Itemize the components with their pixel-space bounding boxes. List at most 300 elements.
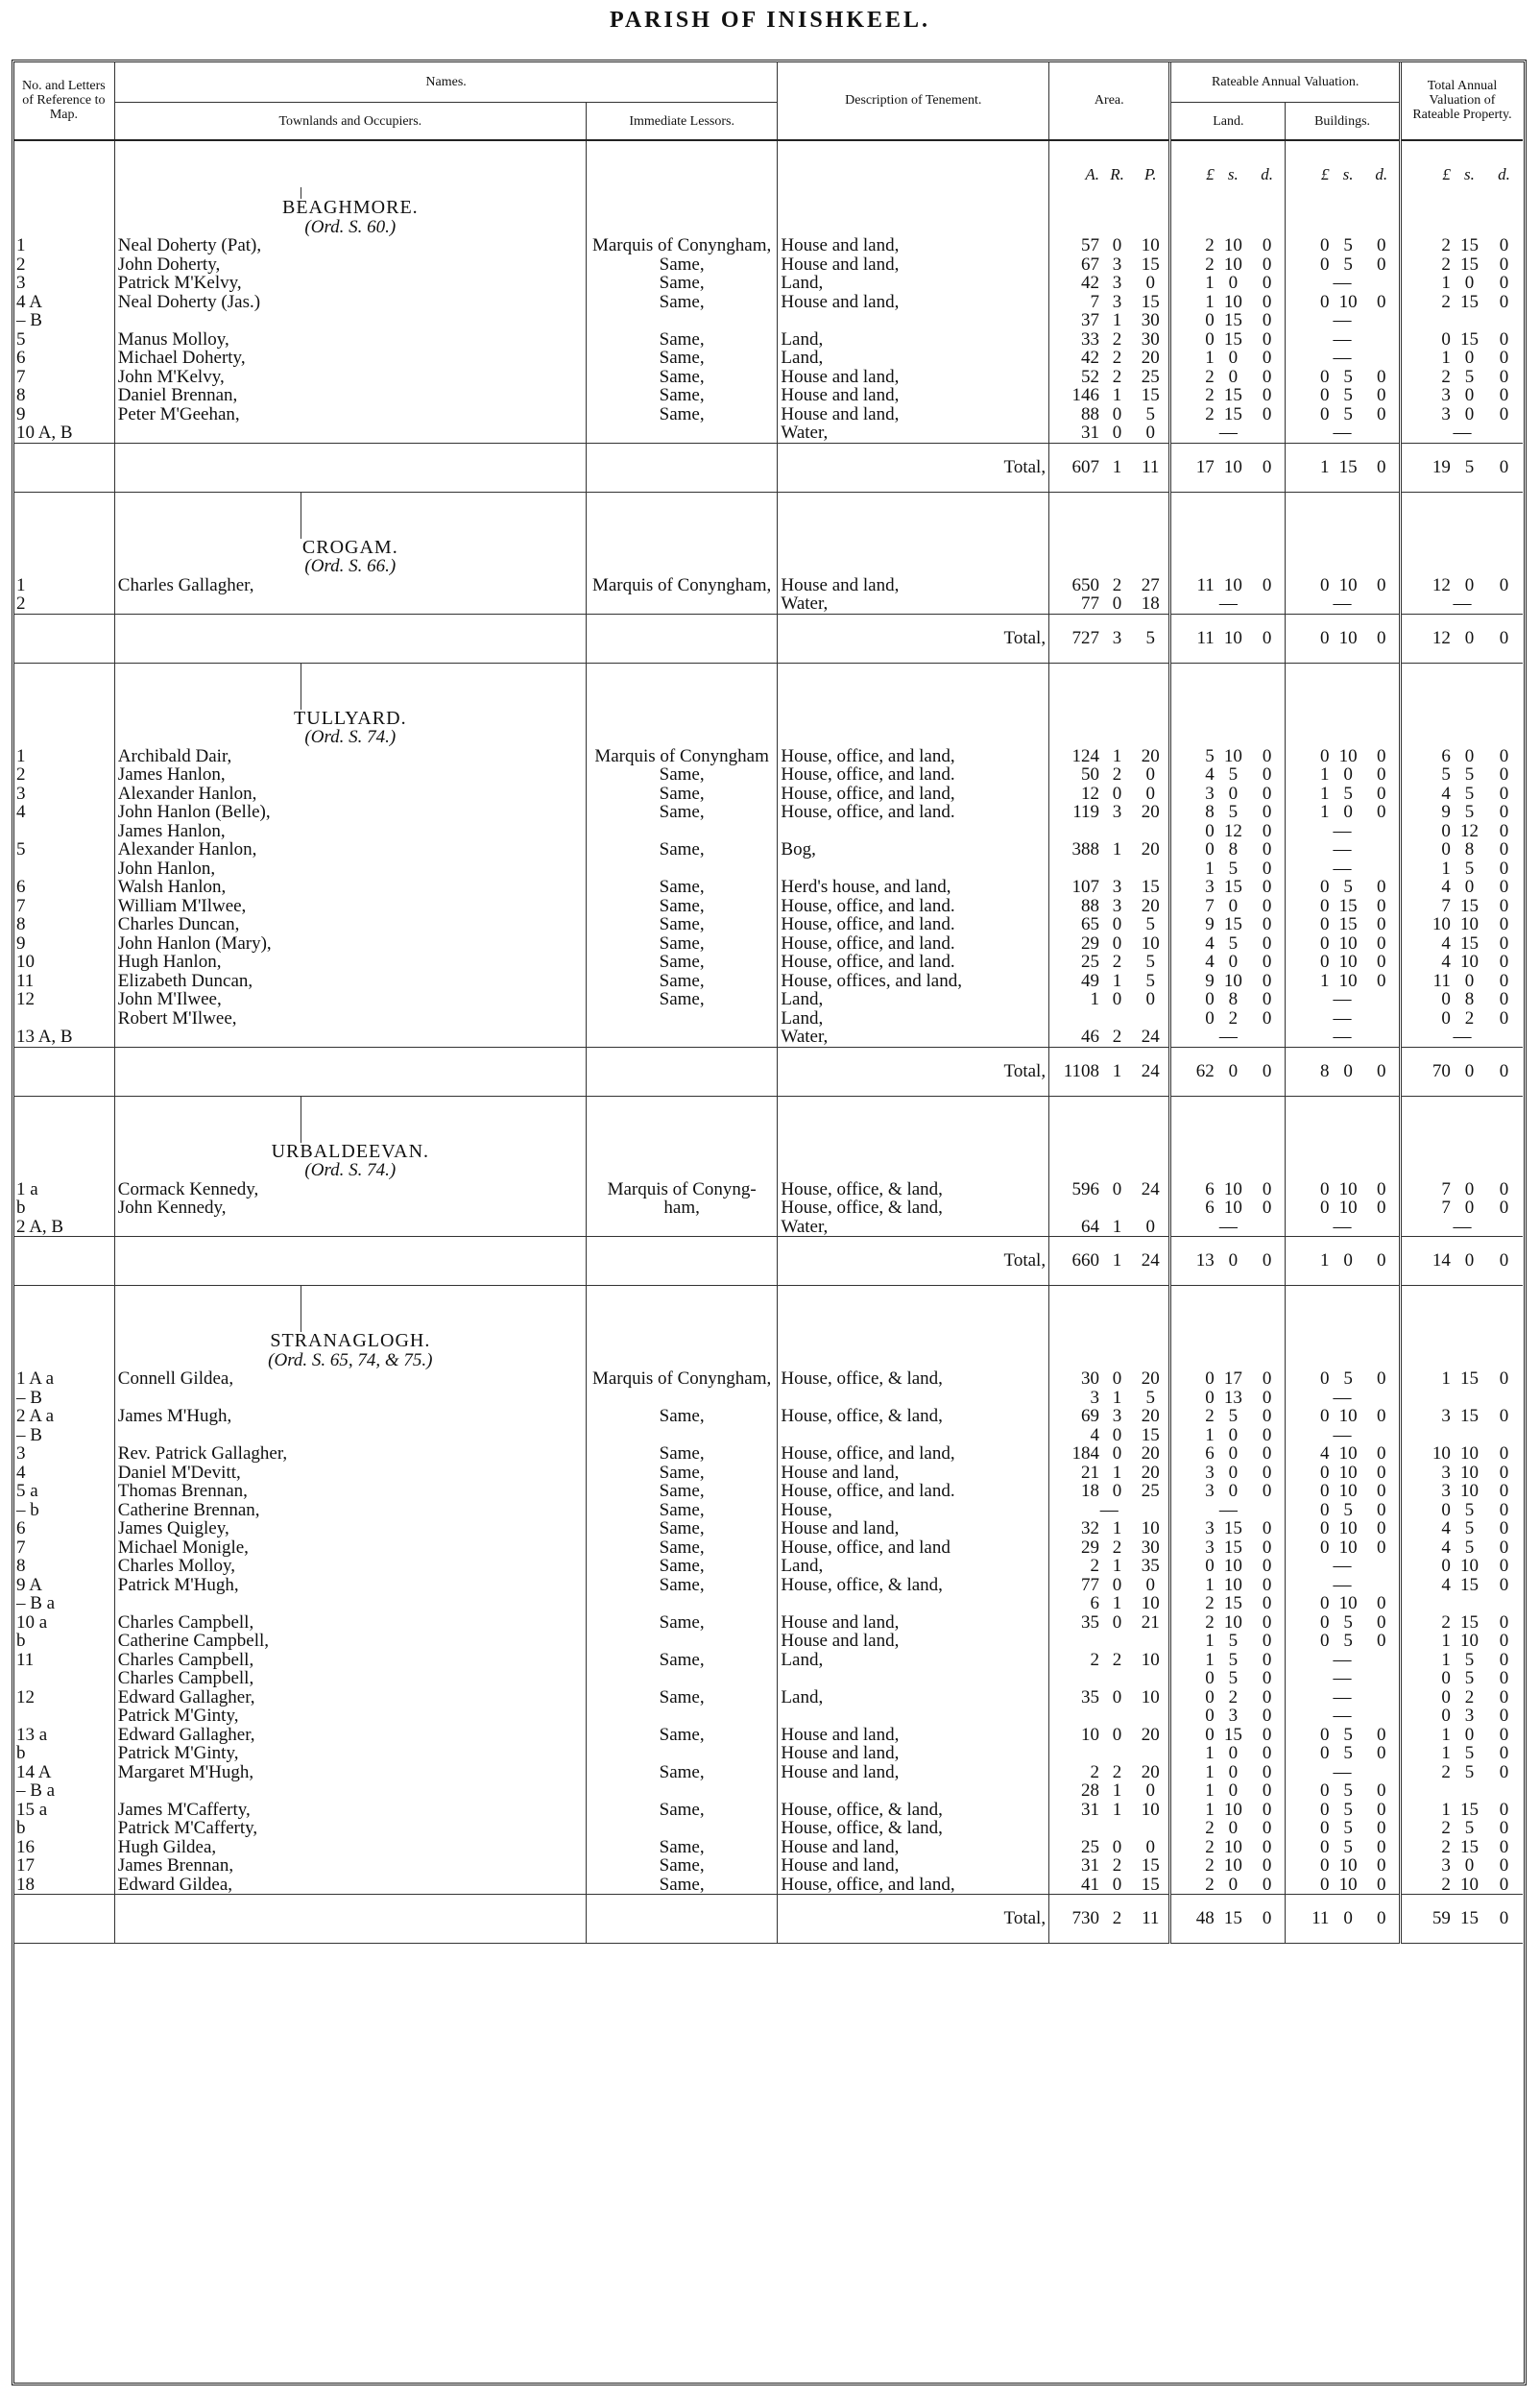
ref-number: 2 A a — [16, 1407, 55, 1426]
spacer-cell — [1364, 1096, 1401, 1143]
occupier-name: Charles Gallagher, — [114, 576, 586, 595]
land-value-part-1: 1 — [1170, 1801, 1217, 1820]
empty-cell — [1485, 539, 1523, 558]
empty-cell — [586, 1332, 778, 1351]
land-value-part-2: 0 — [1228, 896, 1239, 915]
area-value-part-2: 0 — [1112, 594, 1122, 614]
total-value-part-1: 4 — [1400, 953, 1453, 972]
land-value-part-3: 0 — [1262, 1856, 1272, 1876]
land-value-part-1: 0 — [1170, 990, 1217, 1009]
occupier-name: James Brennan, — [114, 1856, 586, 1876]
land-value-part-2: 5 — [1228, 1407, 1239, 1426]
buildings-value-part-2: 10 — [1338, 971, 1358, 990]
tenement-description: Land, — [778, 330, 1049, 350]
occupier-name: Margaret M'Hugh, — [114, 1763, 586, 1782]
spacer-cell — [1217, 1096, 1249, 1143]
total-value-part-1: 2 — [1400, 1613, 1453, 1633]
empty-cell — [1364, 1143, 1401, 1162]
total-valuation-part-2: 5 — [1454, 443, 1485, 492]
empty-cell — [1049, 1143, 1102, 1162]
ref-number: 2 — [16, 594, 26, 614]
names-header: Names. — [114, 61, 778, 103]
buildings-value-part-2: 10 — [1338, 1444, 1358, 1464]
land-value-part-3: 0 — [1262, 990, 1272, 1009]
empty-cell — [1102, 1143, 1132, 1162]
land-value: — — [1170, 594, 1286, 614]
tenement-description: Land, — [778, 274, 1049, 293]
tenement-description: Land, — [778, 1651, 1049, 1670]
occupier-name — [114, 1028, 586, 1047]
spacer-cell — [1400, 663, 1453, 710]
ref-number: 1 — [16, 236, 26, 255]
area-value-part-3: 20 — [1141, 1369, 1160, 1389]
empty-cell — [1170, 1351, 1217, 1370]
empty-cell — [1249, 199, 1286, 218]
spacer-cell — [1454, 492, 1485, 539]
area-value-part-2: 0 — [1112, 990, 1122, 1009]
ref-cell — [13, 710, 114, 729]
empty-cell — [586, 728, 778, 747]
area-value-part-2: 3 — [1112, 292, 1122, 311]
total-buildings-part-3: 0 — [1364, 443, 1401, 492]
land-value-part-3: 0 — [1262, 784, 1272, 803]
buildings-value-part-1: 0 — [1286, 1838, 1333, 1857]
occupier-name: Edward Gallagher, — [114, 1688, 586, 1707]
occupier-name: John Hanlon, — [114, 860, 586, 879]
buildings-value-part-1: 0 — [1286, 1801, 1333, 1820]
area-value-part-1: 18 — [1049, 1482, 1102, 1501]
spacer-cell — [1132, 1286, 1170, 1333]
empty-cell — [1454, 1143, 1485, 1162]
empty-cell — [1049, 1332, 1102, 1351]
table-row — [13, 386, 1523, 405]
area-value-part-3: 5 — [1145, 1388, 1155, 1407]
tenement-description: House and land, — [778, 1632, 1049, 1651]
total-value-part-3: 0 — [1499, 840, 1509, 860]
ref-number: 12 — [16, 1687, 35, 1707]
area-value-part-1: 10 — [1049, 1726, 1102, 1745]
total-value-part-1: 0 — [1400, 1501, 1453, 1520]
table-row — [13, 311, 1523, 330]
empty-cell — [1454, 539, 1485, 558]
lessor-name: Marquis of Conyngham, — [586, 236, 778, 255]
total-value-part-2: 2 — [1464, 1687, 1475, 1707]
buildings-value-part-1: 0 — [1286, 293, 1333, 312]
ref-number: 1 A a — [16, 1369, 55, 1389]
table-row — [13, 840, 1523, 860]
table-row — [13, 236, 1523, 255]
total-value-part-1: 1 — [1400, 1726, 1453, 1745]
area-value-part-2: 0 — [1112, 1875, 1122, 1895]
tenement-description: House, office, and land. — [778, 765, 1049, 785]
area-value-part-2: 1 — [1112, 1781, 1122, 1801]
land-value-part-3: 0 — [1262, 765, 1272, 785]
total-value: — — [1400, 1218, 1523, 1237]
total-value-part-2: 5 — [1464, 784, 1475, 803]
empty-cell — [1332, 199, 1363, 218]
spacer-cell — [1286, 1286, 1333, 1333]
ref-number: 13 a — [16, 1725, 48, 1744]
buildings-header: Buildings. — [1286, 103, 1401, 141]
buildings-value-part-3: 0 — [1377, 1744, 1386, 1763]
ref-number: 10 a — [16, 1612, 48, 1632]
buildings-value-part-3: 0 — [1377, 803, 1386, 822]
land-value-part-3: 0 — [1262, 1179, 1272, 1198]
spacer-cell — [1485, 492, 1523, 539]
total-value-part-3: 0 — [1499, 236, 1509, 255]
total-land-part-3: 0 — [1249, 1895, 1286, 1944]
total-area-part-3: 24 — [1132, 1237, 1170, 1286]
total-value-part-1: 2 — [1400, 1876, 1453, 1895]
empty-cell — [1286, 1143, 1333, 1162]
area-value-part-1: 69 — [1049, 1407, 1102, 1426]
table-row — [13, 1482, 1523, 1501]
unit-pence: d. — [1375, 164, 1388, 183]
land-value-part-2: 10 — [1223, 1557, 1242, 1576]
empty-cell — [1400, 539, 1453, 558]
empty-cell — [1485, 218, 1523, 237]
ref-cell — [13, 539, 114, 558]
total-value-part-3: 0 — [1499, 1762, 1509, 1781]
ref-number: 1 — [16, 746, 26, 765]
empty-cell — [1400, 199, 1453, 218]
table-row — [13, 765, 1523, 785]
land-value-part-3: 0 — [1262, 1482, 1272, 1501]
total-value-part-3: 0 — [1499, 1669, 1509, 1688]
occupier-name: Charles Campbell, — [114, 1669, 586, 1688]
area-value — [1049, 822, 1170, 841]
land-value-part-1: 3 — [1170, 1464, 1217, 1483]
table-row — [13, 803, 1523, 822]
occupier-name — [114, 311, 586, 330]
buildings-value-part-2: 10 — [1338, 1463, 1358, 1482]
buildings-value-part-2: 5 — [1343, 1781, 1353, 1801]
total-buildings-part-1: 8 — [1286, 1047, 1333, 1096]
buildings-value: — — [1286, 1028, 1401, 1047]
total-land-part-3: 0 — [1249, 1047, 1286, 1096]
lessor-name — [586, 1781, 778, 1801]
land-value-part-3: 0 — [1262, 367, 1272, 386]
table-row — [13, 747, 1523, 766]
area-value-part-2: 0 — [1112, 1612, 1122, 1632]
empty-cell — [778, 557, 1049, 576]
land-value-part-2: 15 — [1223, 1725, 1242, 1744]
total-value-part-2: 15 — [1459, 254, 1479, 274]
area-value-part-2: 3 — [1112, 878, 1122, 897]
spacer-cell — [1400, 492, 1453, 539]
area-value-part-2: 2 — [1112, 1537, 1122, 1557]
total-value — [1400, 1389, 1523, 1408]
spacer-cell — [301, 492, 586, 539]
buildings-value-part-3: 0 — [1377, 1875, 1386, 1895]
spacer-cell — [1454, 663, 1485, 710]
table-body — [13, 140, 1523, 1944]
buildings-value-part-2: 0 — [1343, 765, 1353, 785]
land-value-part-2: 15 — [1223, 386, 1242, 405]
buildings-value: — — [1286, 1426, 1401, 1445]
lessor-name: Same, — [586, 803, 778, 822]
total-land-part-1: 48 — [1170, 1895, 1217, 1944]
tenement-description: House, office, & land, — [778, 1198, 1049, 1218]
table-row — [13, 1426, 1523, 1445]
occupier-name: Charles Campbell, — [114, 1613, 586, 1633]
land-value-part-1: 2 — [1170, 1856, 1217, 1876]
table-row — [13, 822, 1523, 841]
tenement-description: House and land, — [778, 1744, 1049, 1763]
buildings-value-part-3: 0 — [1377, 1800, 1386, 1819]
ref-number — [13, 822, 114, 841]
tenement-description — [778, 1707, 1049, 1726]
townland-name: TULLYARD. — [114, 710, 586, 729]
occupier-name: Patrick M'Ginty, — [114, 1707, 586, 1726]
ref-number — [13, 1707, 114, 1726]
tenement-description: House, office, & land, — [778, 1407, 1049, 1426]
buildings-value-part-3: 0 — [1377, 386, 1386, 405]
area-value-part-1: 3 — [1049, 1389, 1102, 1408]
lessor-name: Same, — [586, 1801, 778, 1820]
ref-number: 8 — [16, 915, 26, 934]
empty-cell — [1132, 1351, 1170, 1370]
lessor-name — [586, 1632, 778, 1651]
area-value-part-1: 184 — [1049, 1444, 1102, 1464]
total-value-part-3: 0 — [1499, 1632, 1509, 1651]
empty-cell — [1286, 539, 1333, 558]
buildings-value-part-2: 5 — [1343, 1800, 1353, 1819]
empty-cell — [1049, 557, 1102, 576]
land-value: — — [1170, 1028, 1286, 1047]
land-value-part-1: 2 — [1170, 1838, 1217, 1857]
lessor-name: Same, — [586, 990, 778, 1009]
total-value-part-1: 3 — [1400, 1856, 1453, 1876]
ordnance-sheet: (Ord. S. 74.) — [114, 728, 586, 747]
empty-cell — [1102, 1332, 1132, 1351]
ordnance-sheet: (Ord. S. 74.) — [114, 1161, 586, 1180]
area-value-part-2: 2 — [1112, 765, 1122, 785]
table-row — [13, 1651, 1523, 1670]
total-area-part-2: 1 — [1102, 1237, 1132, 1286]
buildings-value: — — [1286, 990, 1401, 1009]
empty-cell — [1170, 539, 1217, 558]
total-value-part-2: 5 — [1464, 1650, 1475, 1669]
occupier-name: Michael Monigle, — [114, 1538, 586, 1558]
area-value-part-1: 2 — [1049, 1557, 1102, 1576]
total-area-part-3: 11 — [1132, 443, 1170, 492]
empty-cell — [1400, 710, 1453, 729]
area-value-part-2: 0 — [1112, 424, 1122, 443]
empty-cell — [1217, 1332, 1249, 1351]
total-land-part-1: 62 — [1170, 1047, 1217, 1096]
buildings-value: — — [1286, 1557, 1401, 1576]
total-value-part-2: 15 — [1459, 1407, 1479, 1426]
empty-cell — [1217, 557, 1249, 576]
total-valuation-part-3: 0 — [1485, 614, 1523, 663]
spacer-cell — [1049, 492, 1102, 539]
spacer-cell — [1332, 1286, 1363, 1333]
tenement-description: House and land, — [778, 1856, 1049, 1876]
section-sheet-row — [13, 218, 1523, 237]
ref-number: 8 — [16, 1557, 26, 1576]
unit-shillings: s. — [1342, 164, 1354, 183]
empty-cell — [1400, 557, 1453, 576]
table-row — [13, 405, 1523, 424]
section-sheet-row — [13, 557, 1523, 576]
empty-cell — [1286, 1332, 1333, 1351]
occupier-name: John Kennedy, — [114, 1198, 586, 1218]
area-value-part-3: 0 — [1145, 990, 1155, 1009]
land-value-part-1: 2 — [1170, 368, 1217, 387]
area-value-part-1: 77 — [1049, 1576, 1102, 1595]
empty-cell — [1049, 218, 1102, 237]
total-value-part-3: 0 — [1499, 1198, 1509, 1218]
land-value-part-1: 0 — [1170, 1369, 1217, 1389]
area-value-part-1: 388 — [1049, 840, 1102, 860]
buildings-value-part-3: 0 — [1377, 784, 1386, 803]
empty-cell — [1400, 1332, 1453, 1351]
total-value-part-2: 10 — [1459, 1557, 1479, 1576]
townland-name: BEAGHMORE. — [114, 199, 586, 218]
lessor-name: Same, — [586, 1407, 778, 1426]
total-value-part-1: 0 — [1400, 1688, 1453, 1707]
table-row — [13, 1557, 1523, 1576]
spacer-cell — [586, 492, 778, 539]
empty-cell — [1132, 1143, 1170, 1162]
land-value-part-3: 0 — [1262, 821, 1272, 840]
empty-cell — [1454, 710, 1485, 729]
area-value-part-1: 7 — [1049, 293, 1102, 312]
total-value-part-1: 2 — [1400, 255, 1453, 275]
total-value-part-3: 0 — [1499, 1612, 1509, 1632]
land-value-part-2: 10 — [1223, 971, 1242, 990]
empty-cell — [1364, 728, 1401, 747]
ref-cell — [13, 1351, 114, 1370]
land-value: — — [1170, 1501, 1286, 1520]
buildings-value-part-1: 0 — [1286, 1781, 1333, 1801]
tenement-description: House and land, — [778, 293, 1049, 312]
area-value-part-3: 24 — [1141, 1179, 1160, 1198]
land-value-part-1: 6 — [1170, 1180, 1217, 1199]
total-buildings-part-2: 0 — [1332, 1237, 1363, 1286]
empty-cell — [1132, 728, 1170, 747]
empty-cell — [1400, 218, 1453, 237]
buildings-value-part-1: 1 — [1286, 972, 1333, 991]
area-value-part-1: 88 — [1049, 897, 1102, 916]
land-value-part-3: 0 — [1262, 1557, 1272, 1576]
ref-number: 3 — [16, 274, 26, 293]
tenement-description: House, office, and land. — [778, 897, 1049, 916]
total-value-part-2: 8 — [1464, 990, 1475, 1009]
occupier-name — [114, 594, 586, 614]
area-value-part-2: 0 — [1112, 933, 1122, 953]
lessor-name — [586, 424, 778, 443]
area-value-part-1: 46 — [1049, 1028, 1102, 1047]
total-area-part-1: 660 — [1049, 1237, 1102, 1286]
buildings-value-part-3: 0 — [1377, 933, 1386, 953]
tenement-description: House, offices, and land, — [778, 972, 1049, 991]
spacer-cell — [1364, 187, 1401, 199]
land-value-part-1: 0 — [1170, 1726, 1217, 1745]
occupier-name: Elizabeth Duncan, — [114, 972, 586, 991]
table-row — [13, 1669, 1523, 1688]
empty-cell — [1132, 1332, 1170, 1351]
section-title-row — [13, 539, 1523, 558]
area-value-part-2: 1 — [1112, 1800, 1122, 1819]
total-valuation-part-3: 0 — [1485, 1047, 1523, 1096]
spacer-cell — [586, 187, 778, 199]
area-value-part-1: 33 — [1049, 330, 1102, 350]
empty-cell — [1364, 1351, 1401, 1370]
table-row — [13, 576, 1523, 595]
ref-number: – B — [16, 1425, 42, 1444]
buildings-value-part-3: 0 — [1377, 1856, 1386, 1876]
occupier-name: Alexander Hanlon, — [114, 785, 586, 804]
area-value-part-2: 1 — [1112, 1388, 1122, 1407]
spacer-cell — [1364, 663, 1401, 710]
buildings-value-part-1: 0 — [1286, 1407, 1333, 1426]
land-value-part-3: 0 — [1262, 1725, 1272, 1744]
total-value-part-1: 12 — [1400, 576, 1453, 595]
townland-name: CROGAM. — [114, 539, 586, 558]
tenement-description: House and land, — [778, 255, 1049, 275]
spacer-cell — [1049, 1286, 1102, 1333]
total-value-part-3: 0 — [1499, 746, 1509, 765]
spacer-row — [13, 1286, 1523, 1333]
area-value-part-3: 20 — [1141, 1725, 1160, 1744]
land-value-part-3: 0 — [1262, 1388, 1272, 1407]
total-value-part-3: 0 — [1499, 990, 1509, 1009]
buildings-value-part-2: 5 — [1343, 1369, 1353, 1389]
ref-number: 1 a — [16, 1179, 38, 1198]
buildings-value-part-3: 0 — [1377, 1482, 1386, 1501]
unit-pounds: £ — [1286, 140, 1333, 187]
tenement-description: House and land, — [778, 1519, 1049, 1538]
ref-number: 8 — [16, 386, 26, 405]
lessor-name — [586, 1028, 778, 1047]
area-value-part-3: 15 — [1141, 878, 1160, 897]
land-value-part-1: 0 — [1170, 1669, 1217, 1688]
spacer-cell — [778, 1286, 1049, 1333]
ref-number: 9 — [16, 404, 26, 424]
area-value-part-3: 5 — [1145, 953, 1155, 972]
land-value-part-2: 15 — [1223, 878, 1242, 897]
empty-cell — [1217, 1161, 1249, 1180]
table-row — [13, 1688, 1523, 1707]
area-value-part-1: 65 — [1049, 915, 1102, 934]
area-value-part-3: 35 — [1141, 1557, 1160, 1576]
total-value-part-2: 0 — [1464, 746, 1475, 765]
tenement-description — [778, 1669, 1049, 1688]
total-buildings-part-3: 0 — [1364, 1895, 1401, 1944]
empty-cell — [1249, 1332, 1286, 1351]
spacer-cell — [586, 663, 778, 710]
area-value-part-3: 15 — [1141, 1856, 1160, 1876]
total-value-part-1: 2 — [1400, 368, 1453, 387]
total-value-part-1: 1 — [1400, 1651, 1453, 1670]
total-label: Total, — [778, 1237, 1049, 1286]
lessor-name: Same, — [586, 1856, 778, 1876]
spacer-cell — [114, 663, 301, 710]
occupier-name: James Hanlon, — [114, 765, 586, 785]
ref-number: b — [16, 1819, 26, 1838]
buildings-value-part-2: 0 — [1343, 803, 1353, 822]
tenement-description — [778, 822, 1049, 841]
empty-cell — [586, 1895, 778, 1944]
buildings-value-part-1: 0 — [1286, 1538, 1333, 1558]
land-value: — — [1170, 1218, 1286, 1237]
table-row — [13, 1707, 1523, 1726]
table-row — [13, 897, 1523, 916]
table-row — [13, 1576, 1523, 1595]
land-value-part-1: 1 — [1170, 274, 1217, 293]
